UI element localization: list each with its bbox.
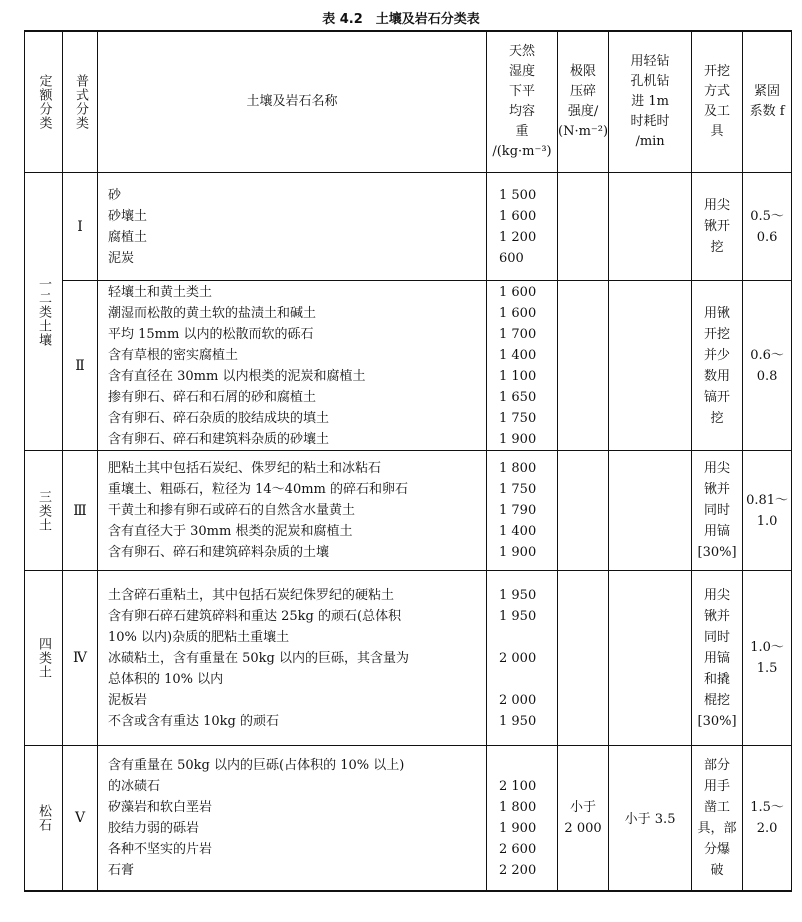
method-line: 和撬 (704, 671, 731, 687)
density-value: 1 790 (499, 503, 537, 518)
method-line: 凿工 (704, 799, 731, 815)
soil-name: 胶结力弱的砾岩 (108, 820, 200, 836)
header-line: 天然 (508, 44, 535, 59)
density-value: 1 200 (499, 229, 537, 245)
density-value (499, 627, 557, 648)
method-line: 棍挖 (704, 692, 731, 708)
soil-name: 冰碛粘土，含有重量在 50kg 以内的巨砾，其含量为 (108, 650, 410, 666)
soil-name: 含有卵石碎石建筑碎料和重达 25kg 的顽石(总体积 (108, 608, 402, 624)
header-line: 极限 (570, 64, 597, 79)
header-drill-time (609, 31, 692, 173)
strength-cell (558, 746, 609, 891)
coef-cell (743, 173, 792, 281)
soil-name: 重壤土、粗砾石，粒径为 14～40mm 的碎石和卵石 (108, 482, 409, 497)
quota-class-cell: 一二类土壤 (25, 173, 63, 451)
header-line: 下平 (508, 84, 535, 99)
method-line: 用镐 (704, 524, 731, 539)
header-quota-class: 定额分类 (25, 31, 63, 173)
method-line: 用锹 (704, 305, 731, 321)
density-value: 1 750 (499, 410, 537, 426)
soil-name: 10% 以内)杂质的肥粘土重壤土 (108, 629, 290, 645)
coef-value: 1.0～ (750, 640, 784, 655)
density-value: 1 600 (499, 284, 537, 300)
soil-name: 潮湿而松散的黄土软的盐渍土和碱土 (108, 305, 317, 321)
soil-name: 含有直径在 30mm 以内根类的泥炭和腐植土 (108, 368, 366, 384)
method-line: 数用 (704, 368, 731, 384)
general-class-cell: Ⅲ (63, 451, 98, 571)
method-line: 并少 (704, 347, 731, 363)
density-value: 1 950 (499, 608, 537, 624)
method-line: 破 (710, 862, 724, 878)
soil-rock-classification-table (24, 30, 792, 892)
header-line: 进 1m (631, 94, 669, 109)
header-line: 具 (710, 124, 724, 139)
density-value: 1 750 (499, 482, 537, 497)
coef-value: 2.0 (756, 820, 778, 836)
drill-time-cell: 小于 3.5 (609, 746, 692, 891)
soil-name: 砂壤土 (108, 208, 148, 224)
header-general-class: 普式分类 (63, 31, 98, 173)
density-value: 1 950 (499, 713, 537, 729)
method-cell (692, 281, 743, 451)
strength-cell (558, 281, 609, 451)
density-cell (487, 571, 558, 746)
method-line: 分爆 (704, 841, 731, 857)
header-line: 及工 (704, 104, 731, 119)
strength-cell (558, 571, 609, 746)
soil-name: 土含碎石重粘土，其中包括石炭纪侏罗纪的硬粘土 (108, 587, 395, 603)
density-value: 1 950 (499, 587, 537, 603)
coef-value: 1.5 (756, 661, 778, 676)
header-line: 方式 (704, 84, 731, 99)
method-cell (692, 746, 743, 891)
density-value: 1 650 (499, 389, 537, 405)
method-line: 锹开 (704, 219, 731, 234)
density-value: 600 (499, 250, 524, 266)
general-class-cell: Ⅳ (63, 571, 98, 746)
coef-value: 0.6～ (750, 347, 784, 363)
header-line: 孔机钻 (630, 74, 670, 89)
method-line: 锹并 (704, 608, 731, 624)
strength-value: 2 000 (564, 820, 602, 836)
general-class-cell: Ⅴ (63, 746, 98, 891)
coef-value: 0.8 (756, 368, 778, 384)
coef-value: 0.6 (756, 229, 778, 245)
table-row (25, 451, 792, 571)
density-value: 1 400 (499, 347, 537, 363)
density-cell (487, 746, 558, 891)
name-cell (98, 451, 487, 571)
soil-name: 含有重量在 50kg 以内的巨砾(占体积的 10% 以上) (108, 757, 405, 773)
density-value: 2 000 (499, 692, 537, 708)
soil-name: 总体积的 10% 以内 (108, 671, 224, 687)
method-line: 锹并 (704, 482, 731, 497)
density-value: 1 900 (499, 431, 537, 447)
soil-name: 含有草根的密实腐植土 (108, 347, 239, 363)
method-line: 挖 (710, 410, 724, 426)
soil-name: 的冰碛石 (108, 778, 161, 794)
general-class-cell: Ⅰ (63, 173, 98, 281)
name-cell (98, 746, 487, 891)
table-row (25, 173, 792, 281)
header-method (692, 31, 743, 173)
header-line: 重 (515, 124, 529, 139)
header-line: /min (635, 134, 665, 149)
header-line: 紧固 (754, 84, 781, 99)
density-value (499, 755, 557, 776)
header-name: 土壤及岩石名称 (98, 31, 487, 173)
table-row (25, 281, 792, 451)
soil-name: 干黄土和掺有卵石或碎石的自然含水量黄土 (108, 503, 356, 518)
density-value: 2 000 (499, 650, 537, 666)
density-value: 1 600 (499, 305, 537, 321)
coef-cell (743, 571, 792, 746)
coef-cell (743, 746, 792, 891)
header-line: 开挖 (704, 64, 731, 79)
soil-name: 含有直径大于 30mm 根类的泥炭和腐植土 (108, 524, 353, 539)
density-cell (487, 173, 558, 281)
soil-name: 不含或含有重达 10kg 的顽石 (108, 713, 280, 729)
soil-name: 砂 (108, 187, 122, 203)
header-line: 用轻钻 (630, 54, 670, 69)
method-line: [30%] (697, 713, 737, 729)
density-value: 1 500 (499, 187, 537, 203)
method-line: 挖 (710, 240, 724, 255)
method-line: 用尖 (704, 587, 731, 603)
coef-value: 0.81～ (746, 492, 789, 508)
soil-name: 含有卵石、碎石杂质的胶结成块的填土 (108, 410, 330, 426)
coef-cell (743, 451, 792, 571)
method-cell (692, 571, 743, 746)
density-value: 1 600 (499, 208, 537, 224)
header-row (25, 31, 792, 173)
method-line: 用镐 (704, 650, 731, 666)
general-class-cell: Ⅱ (63, 281, 98, 451)
density-cell (487, 451, 558, 571)
header-density (487, 31, 558, 173)
method-line: 镐开 (704, 389, 731, 405)
coef-cell (743, 281, 792, 451)
density-value: 2 100 (499, 778, 537, 794)
method-line: 用手 (704, 778, 731, 794)
table-row (25, 746, 792, 891)
soil-name: 掺有卵石、碎石和石屑的砂和腐植土 (108, 389, 317, 405)
quota-class-cell: 三类土 (25, 451, 63, 571)
header-strength (558, 31, 609, 173)
drill-time-cell (609, 281, 692, 451)
header-line: 压碎 (570, 84, 597, 99)
header-line: 时耗时 (630, 114, 670, 129)
header-line: 系数 f (749, 104, 785, 119)
method-line: 同时 (704, 629, 731, 645)
density-value (499, 669, 557, 690)
name-cell (98, 571, 487, 746)
soil-name: 含有卵石、碎石和建筑料杂质的砂壤土 (108, 431, 330, 447)
quota-class-cell: 四类土 (25, 571, 63, 746)
method-line: 同时 (704, 503, 731, 518)
soil-name: 泥炭 (108, 250, 135, 266)
table-row (25, 571, 792, 746)
soil-name: 石膏 (108, 862, 135, 878)
drill-time-cell (609, 451, 692, 571)
method-line: 具，部 (697, 820, 737, 836)
header-line: /(kg·m⁻³) (492, 144, 552, 159)
density-value: 1 700 (499, 326, 537, 342)
drill-time-cell (609, 571, 692, 746)
method-line: 部分 (704, 757, 731, 773)
header-line: 湿度 (508, 64, 535, 79)
density-cell (487, 281, 558, 451)
table-caption: 表 4.2 土壤及岩石分类表 (322, 12, 480, 27)
density-value: 1 400 (499, 524, 537, 539)
coef-value: 1.5～ (750, 799, 784, 815)
coef-value: 1.0 (756, 513, 778, 529)
density-value: 1 900 (499, 820, 537, 836)
soil-name: 腐植土 (108, 229, 148, 245)
density-value: 2 200 (499, 862, 537, 878)
coef-value: 0.5～ (750, 208, 784, 224)
header-line: 强度/ (567, 104, 599, 119)
strength-value: 小于 (570, 799, 597, 815)
soil-name: 肥粘土其中包括石炭纪、侏罗纪的粘土和冰粘石 (108, 461, 382, 476)
density-value: 1 800 (499, 461, 537, 476)
drill-time-cell (609, 173, 692, 281)
header-line: 均容 (508, 104, 535, 119)
soil-name: 含有卵石、碎石和建筑碎料杂质的土壤 (108, 545, 330, 560)
strength-cell (558, 173, 609, 281)
name-cell (98, 173, 487, 281)
method-cell (692, 173, 743, 281)
method-line: 开挖 (704, 326, 731, 342)
soil-name: 各种不坚实的片岩 (108, 841, 213, 857)
soil-name: 泥板岩 (108, 692, 148, 708)
method-cell (692, 451, 743, 571)
quota-class-cell: 松石 (25, 746, 63, 891)
soil-name: 矽藻岩和软白垩岩 (108, 799, 213, 815)
header-coef (743, 31, 792, 173)
method-line: [30%] (697, 545, 737, 560)
soil-name: 轻壤土和黄土类土 (108, 284, 213, 300)
density-value: 2 600 (499, 841, 537, 857)
strength-cell (558, 451, 609, 571)
density-value: 1 100 (499, 368, 537, 384)
method-line: 用尖 (704, 461, 731, 476)
header-line: (N·m⁻²) (558, 124, 609, 139)
method-line: 用尖 (704, 198, 731, 213)
density-value: 1 800 (499, 799, 537, 815)
density-value: 1 900 (499, 545, 537, 560)
soil-name: 平均 15mm 以内的松散而软的砾石 (108, 326, 314, 342)
name-cell (98, 281, 487, 451)
